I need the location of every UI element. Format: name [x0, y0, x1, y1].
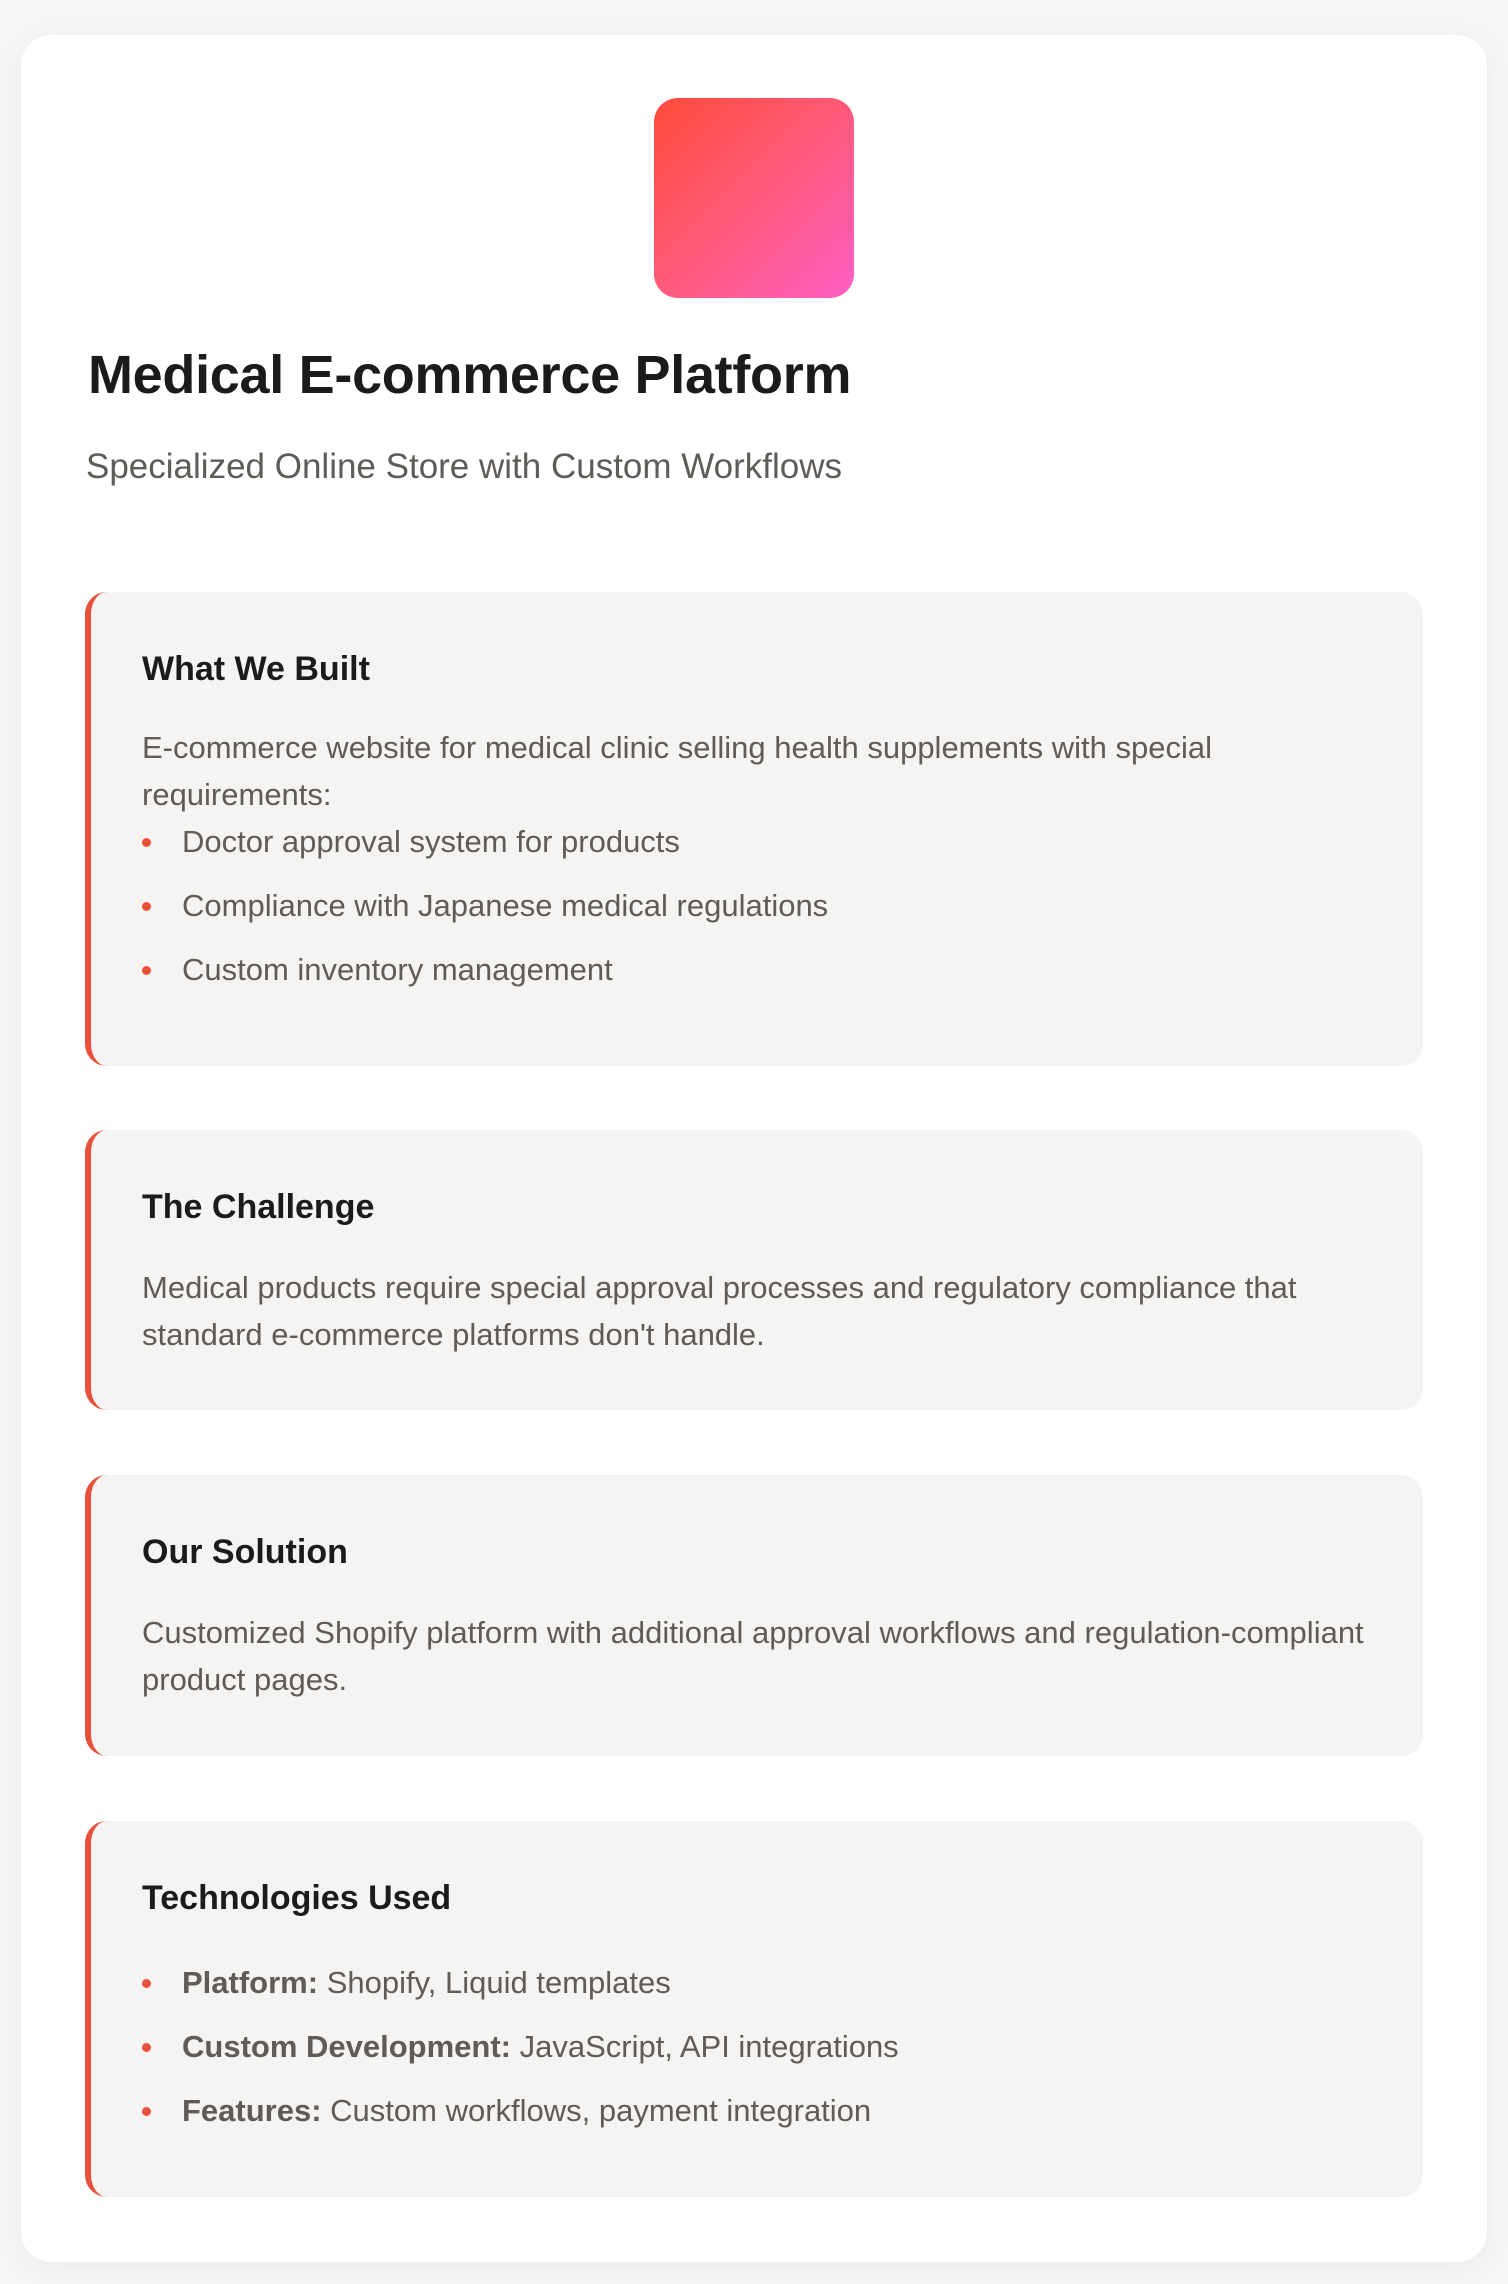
section-heading: Technologies Used — [142, 1879, 452, 1917]
section-heading: What We Built — [142, 650, 370, 688]
list-item: Custom inventory management — [142, 946, 1371, 993]
list-item — [142, 2087, 1371, 2134]
section-body: Customized Shopify platform with additional approval workflows and regulation-compliant product pages. — [142, 1615, 1364, 1697]
section-body: E-commerce website for medical clinic selling health supplements with special requirements: — [142, 730, 1212, 812]
section-solution — [85, 1475, 1423, 1756]
bullet-icon — [142, 966, 151, 975]
tech-value: JavaScript, API integrations — [510, 2029, 899, 2064]
bullet-icon — [142, 2043, 151, 2052]
project-card — [21, 35, 1487, 2262]
section-heading: Our Solution — [142, 1533, 348, 1571]
bullet-icon — [142, 1979, 151, 1988]
page-title: Medical E-commerce Platform — [88, 345, 852, 405]
bullet-icon — [142, 2107, 151, 2116]
section-challenge — [85, 1130, 1423, 1410]
feature-list — [142, 818, 1371, 993]
tech-value: Custom workflows, payment integration — [321, 2093, 872, 2128]
bullet-icon — [142, 838, 151, 847]
list-item — [142, 1959, 1371, 2006]
tech-label: Custom Development: — [182, 2029, 511, 2064]
section-what-we-built — [85, 592, 1423, 1066]
section-body: Medical products require special approval processes and regulatory compliance that standard e-commerce platforms don't handle. — [142, 1270, 1297, 1352]
logo-icon — [654, 98, 854, 298]
tech-label: Features: — [182, 2093, 322, 2128]
section-heading: The Challenge — [142, 1188, 375, 1226]
tech-value: Shopify, Liquid templates — [318, 1965, 671, 2000]
bullet-icon — [142, 902, 151, 911]
page-subtitle: Specialized Online Store with Custom Workflows — [86, 447, 843, 486]
list-item: Doctor approval system for products — [142, 818, 1371, 865]
technology-list — [142, 1959, 1371, 2134]
section-technologies — [85, 1821, 1423, 2197]
list-item — [142, 2023, 1371, 2070]
tech-label: Platform: — [182, 1965, 319, 2000]
list-item: Compliance with Japanese medical regulations — [142, 882, 1371, 929]
